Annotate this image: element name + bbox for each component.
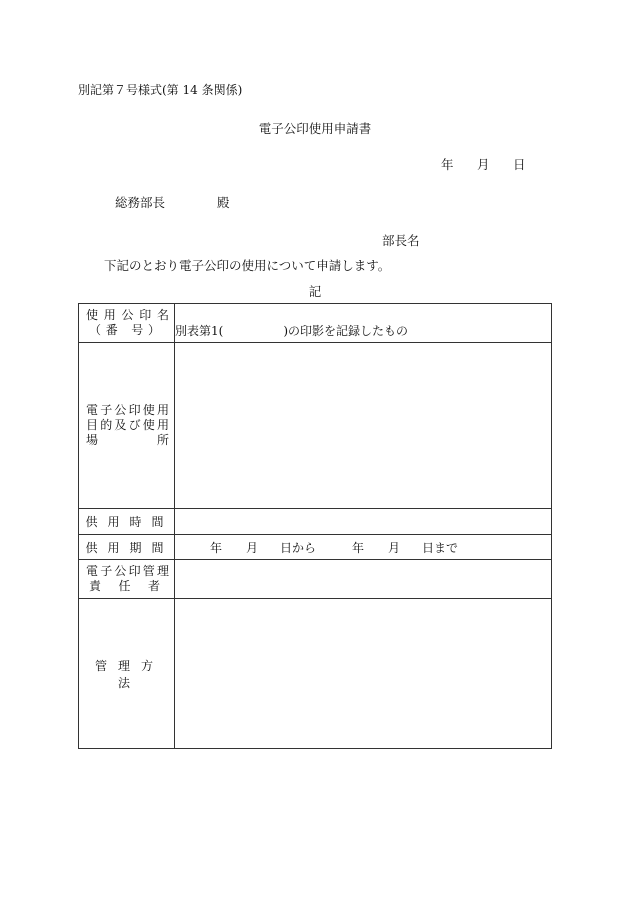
label-line: 使用公印名 bbox=[86, 308, 169, 322]
period-start-day: 日から bbox=[280, 540, 317, 555]
row-label bbox=[79, 560, 175, 599]
seal-name-field[interactable] bbox=[175, 304, 552, 343]
date-line bbox=[441, 155, 526, 173]
addressee-name: 総務部長 bbox=[115, 195, 166, 210]
management-method-field[interactable] bbox=[175, 599, 552, 749]
usage-period-field[interactable] bbox=[175, 535, 552, 560]
table-row bbox=[79, 535, 552, 560]
date-day: 日 bbox=[513, 157, 526, 172]
table-row bbox=[79, 560, 552, 599]
row-label bbox=[79, 509, 175, 535]
date-month: 月 bbox=[477, 157, 490, 172]
period-start-year: 年 bbox=[210, 540, 223, 555]
table-row bbox=[79, 304, 552, 343]
request-statement: 下記のとおり電子公印の使用について申請します。 bbox=[104, 258, 391, 273]
table-row bbox=[79, 599, 552, 749]
manager-field[interactable] bbox=[175, 560, 552, 599]
seal-name-suffix: )の印影を記録したもの bbox=[283, 323, 409, 338]
period-end-day: 日まで bbox=[422, 540, 459, 555]
label-line: 管理方法 bbox=[94, 658, 164, 690]
purpose-field[interactable] bbox=[175, 343, 552, 509]
table-row bbox=[79, 509, 552, 535]
seal-name-prefix: 別表第1( bbox=[175, 323, 224, 338]
table-row bbox=[79, 343, 552, 509]
row-label bbox=[79, 343, 175, 509]
period-end-month: 月 bbox=[388, 540, 401, 555]
applicant-name: 部長名 bbox=[382, 233, 420, 248]
usage-time-field[interactable] bbox=[175, 509, 552, 535]
period-end-year: 年 bbox=[352, 540, 365, 555]
honorific: 殿 bbox=[217, 195, 230, 210]
row-label bbox=[79, 304, 175, 343]
label-line: 電子公印管理 bbox=[86, 564, 169, 578]
row-label bbox=[79, 599, 175, 749]
ki-marker: 記 bbox=[308, 284, 322, 299]
label-line: 責任者 bbox=[89, 579, 160, 593]
label-line: （番 号） bbox=[89, 323, 160, 337]
document-title: 電子公印使用申請書 bbox=[258, 121, 372, 136]
period-start-month: 月 bbox=[246, 540, 259, 555]
form-reference: 別記第７号様式(第 14 条関係) bbox=[78, 83, 243, 97]
label-line: 場所 bbox=[86, 433, 169, 447]
date-year: 年 bbox=[441, 157, 454, 172]
row-label bbox=[79, 535, 175, 560]
label-line: 供用期間 bbox=[85, 540, 174, 555]
label-line: 供用時間 bbox=[85, 515, 174, 529]
label-line: 電子公印使用 bbox=[86, 403, 169, 417]
addressee bbox=[115, 193, 230, 211]
label-line: 目的及び使用 bbox=[86, 418, 169, 432]
application-form-table bbox=[78, 303, 552, 749]
